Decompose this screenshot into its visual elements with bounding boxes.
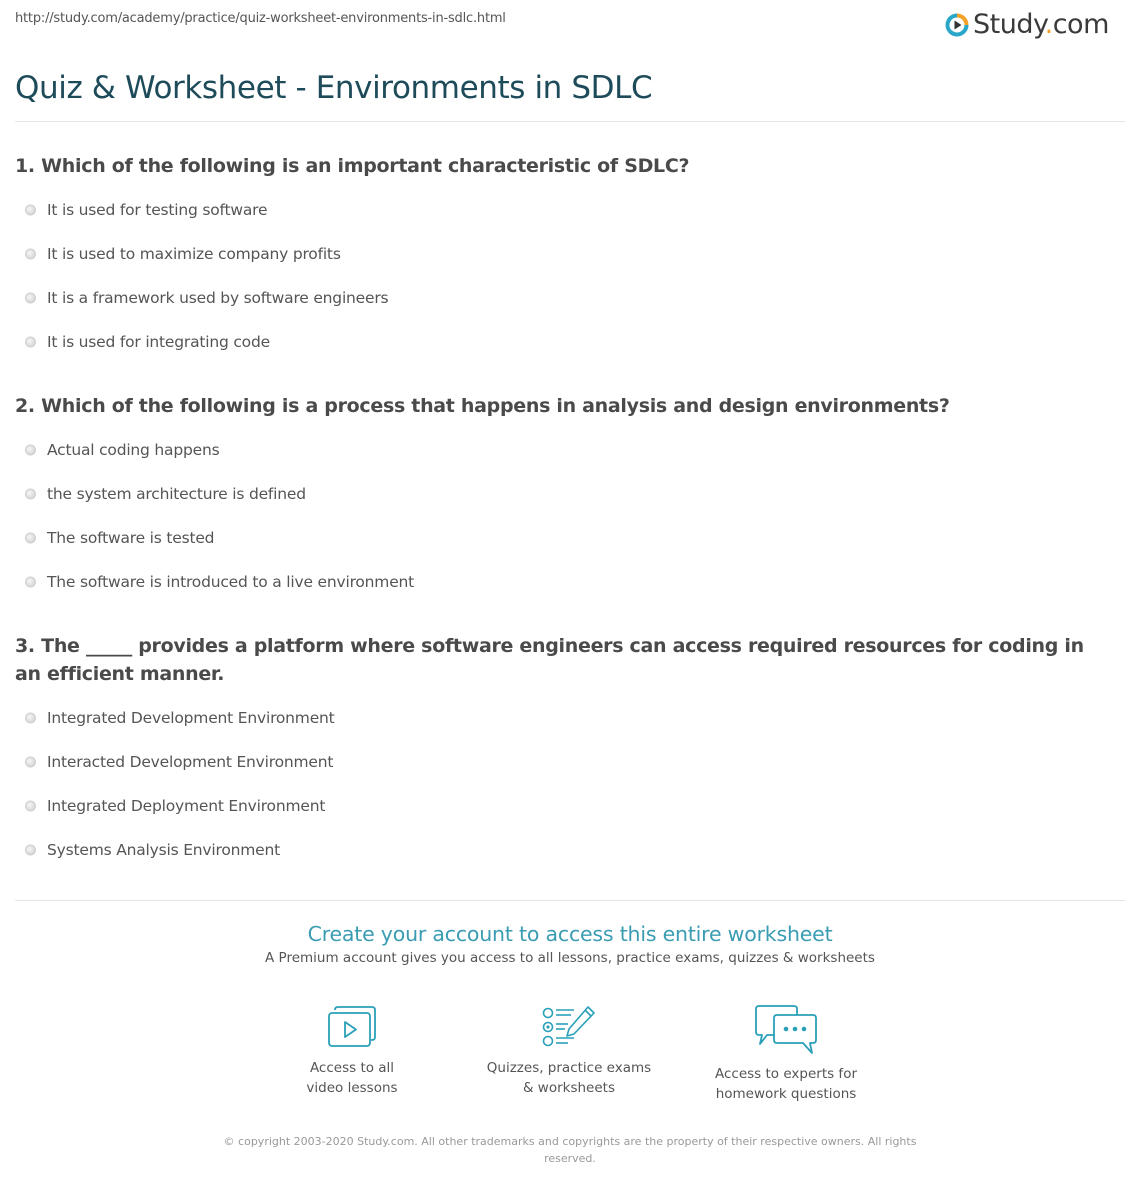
radio-button[interactable] — [25, 801, 36, 812]
feature-label: Quizzes, practice exams & worksheets — [486, 1060, 652, 1096]
option-label: It is used to maximize company profits — [47, 245, 341, 263]
feature-label: Access to all video lessons — [306, 1060, 398, 1096]
content-divider — [15, 900, 1125, 901]
play-ring-icon — [945, 13, 969, 37]
cta-title[interactable]: Create your account to access this entire worksheet — [307, 922, 833, 946]
answer-option[interactable] — [15, 740, 335, 784]
feature-label: Access to experts for homework questions — [714, 1066, 857, 1102]
copyright-footer: © copyright 2003-2020 Study.com. All other trademarks and copyrights are the property of their respective owners. All rights reserved. — [223, 1135, 917, 1165]
signup-cta — [0, 922, 1140, 966]
answer-options — [15, 428, 414, 604]
question-text: 3. The _____ provides a platform where software engineers can access required resources for coding in an efficient manner. — [15, 635, 1084, 685]
option-label: The software is tested — [47, 529, 215, 547]
question-text: 2. Which of the following is a process that happens in analysis and design environments? — [15, 395, 950, 417]
radio-button[interactable] — [25, 293, 36, 304]
answer-options — [15, 188, 388, 364]
radio-button[interactable] — [25, 249, 36, 260]
option-label: It is used for testing software — [47, 201, 268, 219]
radio-button[interactable] — [25, 205, 36, 216]
question-text: 1. Which of the following is an important characteristic of SDLC? — [15, 155, 690, 177]
option-label: the system architecture is defined — [47, 485, 306, 503]
option-label: It is used for integrating code — [47, 333, 270, 351]
answer-option[interactable] — [15, 320, 388, 364]
option-label: Integrated Deployment Environment — [47, 797, 326, 815]
radio-button[interactable] — [25, 713, 36, 724]
radio-button[interactable] — [25, 577, 36, 588]
feature-experts — [686, 1004, 886, 1104]
question-1 — [15, 152, 1115, 351]
logo-wordmark: Study.com — [973, 9, 1109, 40]
answer-option[interactable] — [15, 232, 388, 276]
option-label: It is a framework used by software engineers — [47, 289, 389, 307]
feature-video-lessons — [252, 1004, 452, 1098]
video-lessons-icon — [326, 1004, 378, 1048]
answer-option[interactable] — [15, 696, 335, 740]
study-logo[interactable] — [945, 11, 1109, 38]
question-2 — [15, 392, 1115, 591]
answer-option[interactable] — [15, 276, 388, 320]
radio-button[interactable] — [25, 489, 36, 500]
page-url: http://study.com/academy/practice/quiz-worksheet-environments-in-sdlc.html — [15, 11, 506, 26]
option-label: Integrated Development Environment — [47, 709, 335, 727]
option-label: Systems Analysis Environment — [47, 841, 280, 859]
question-3 — [15, 632, 1115, 859]
answer-option[interactable] — [15, 472, 414, 516]
cta-subtitle: A Premium account gives you access to all lessons, practice exams, quizzes & worksheets — [265, 950, 875, 966]
page-title: Quiz & Worksheet - Environments in SDLC — [15, 70, 653, 106]
answer-option[interactable] — [15, 560, 414, 604]
radio-button[interactable] — [25, 533, 36, 544]
answer-option[interactable] — [15, 188, 388, 232]
feature-quizzes — [469, 1004, 669, 1098]
header-divider — [15, 121, 1125, 122]
radio-button[interactable] — [25, 845, 36, 856]
quiz-checklist-icon — [541, 1004, 597, 1048]
answer-options — [15, 696, 335, 872]
radio-button[interactable] — [25, 337, 36, 348]
radio-button[interactable] — [25, 445, 36, 456]
answer-option[interactable] — [15, 828, 335, 872]
answer-option[interactable] — [15, 428, 414, 472]
radio-button[interactable] — [25, 757, 36, 768]
option-label: Interacted Development Environment — [47, 753, 334, 771]
option-label: The software is introduced to a live environment — [47, 573, 415, 591]
chat-experts-icon — [754, 1004, 818, 1054]
option-label: Actual coding happens — [47, 441, 220, 459]
answer-option[interactable] — [15, 784, 335, 828]
answer-option[interactable] — [15, 516, 414, 560]
